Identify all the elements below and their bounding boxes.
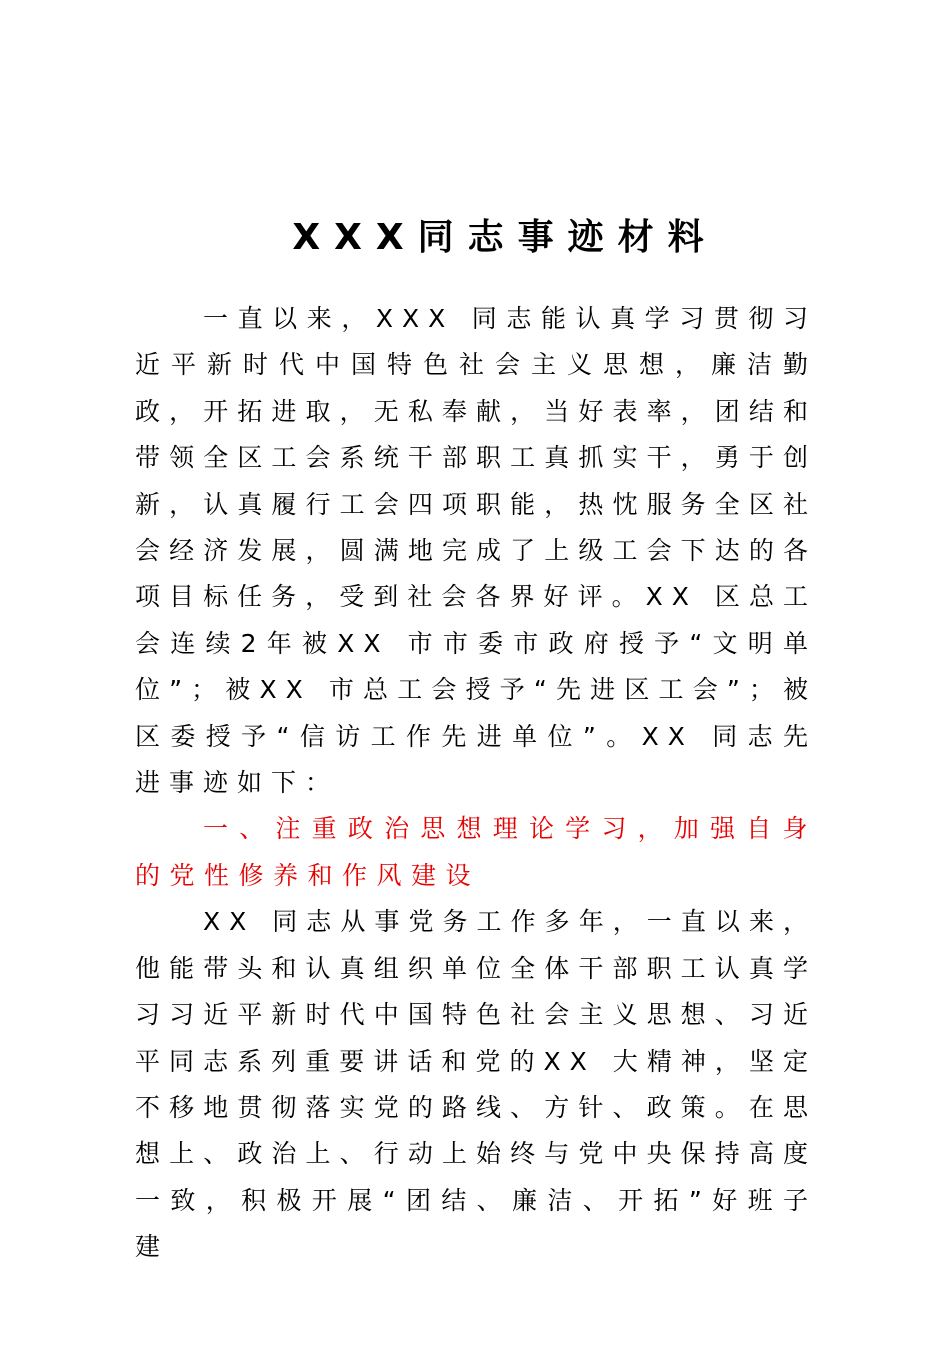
section-heading: 一、注重政治思想理论学习，加强自身的党性修养和作风建设: [135, 814, 817, 890]
document-body: [135, 296, 817, 1271]
body-paragraph: XX 同志从事党务工作多年，一直以来，他能带头和认真组织单位全体干部职工认真学习习近平新时代中国特色社会主义思想、习近平同志系列重要讲话和党的XX 大精神，坚定不移地贯彻落实党的路线、方针、政策。在思想上、政治上、行动上始终与党中央保持高度一致，积极开展“团结、廉洁、开拓”好班子建: [135, 907, 817, 1262]
body-paragraph: 一直以来，XXX 同志能认真学习贯彻习近平新时代中国特色社会主义思想，廉洁勤政，开拓进取，无私奉献，当好表率，团结和带领全区工会系统干部职工真抓实干，勇于创新，认真履行工会四项职能，热忱服务全区社会经济发展，圆满地完成了上级工会下达的各项目标任务，受到社会各界好评。XX 区总工会连续2年被XX 市市委市政府授予“文明单位”；被XX 市总工会授予“先进区工会”；被区委授予“信访工作先进单位”。XX 同志先进事迹如下：: [135, 304, 817, 798]
document-title: XXX同志事迹材料: [292, 217, 718, 258]
